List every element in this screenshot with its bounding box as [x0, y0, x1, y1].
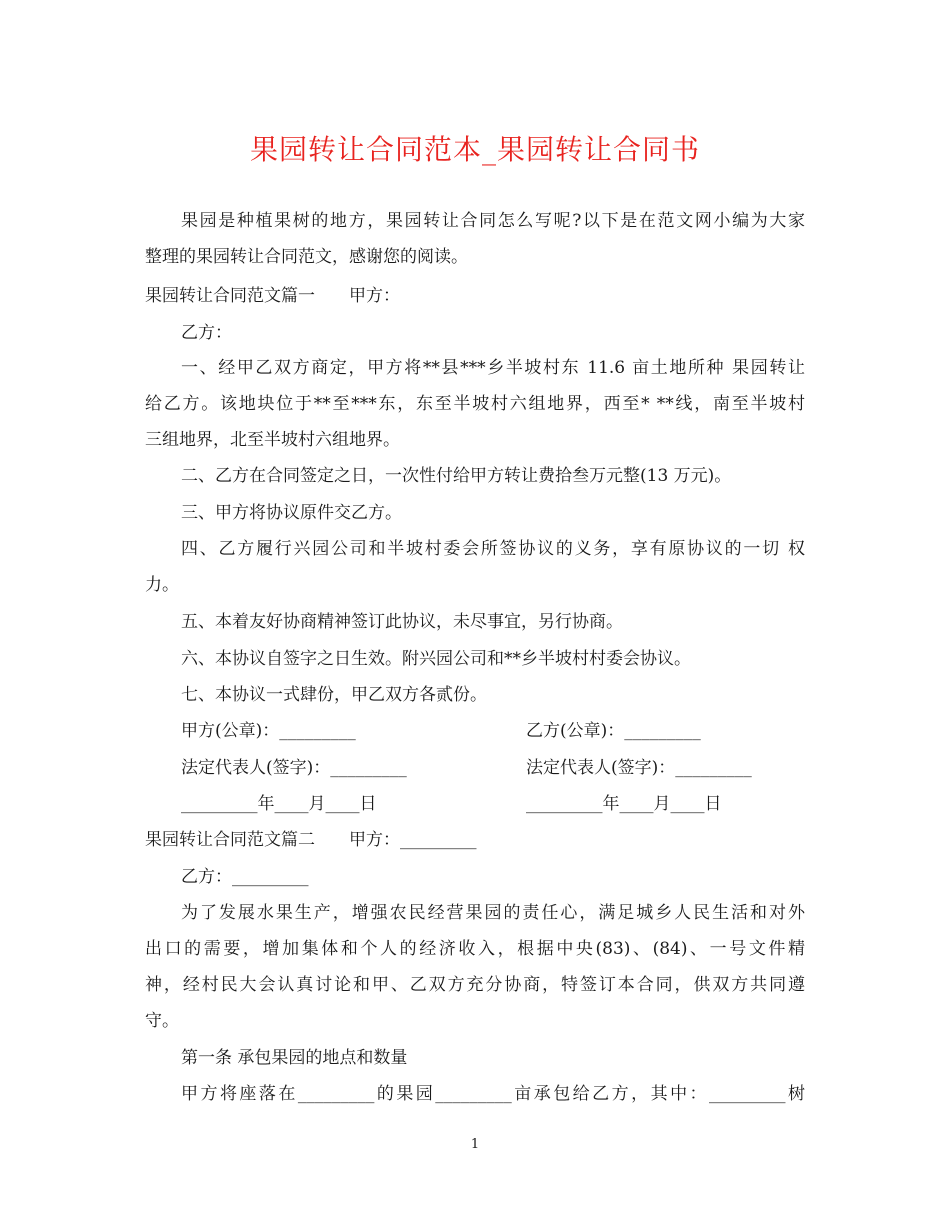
section-1-heading: 第一条 承包果园的地点和数量: [181, 1048, 408, 1068]
signature-party-b-rep: 法定代表人(签字)：_________: [526, 758, 752, 778]
clause-3: 三、甲方将协议原件交乙方。: [181, 503, 402, 523]
clause-2: 二、乙方在合同签定之日，一次性付给甲方转让费拾叁万元整(13 万元)。: [181, 466, 732, 486]
article2-heading: 果园转让合同范文篇二 甲方：_________: [145, 830, 477, 850]
article2-para-line-4: 守。: [145, 1011, 179, 1031]
article2-para-line-2: 出口的需要，增加集体和个人的经济收入，根据中央(83)、(84)、一号文件精: [145, 939, 805, 959]
page-number: 1: [470, 1137, 480, 1152]
clause-6: 六、本协议自签字之日生效。附兴园公司和**乡半坡村村委会协议。: [181, 649, 691, 669]
clause-4-line-1: 四、乙方履行兴园公司和半坡村委会所签协议的义务，享有原协议的一切 权: [181, 539, 805, 559]
clause-7: 七、本协议一式肆份，甲乙双方各贰份。: [181, 685, 487, 705]
clause-1-line-3: 三组地界，北至半坡村六组地界。: [145, 430, 400, 450]
clause-5: 五、本着友好协商精神签订此协议，未尽事宜，另行协商。: [181, 612, 623, 632]
article2-party-b: 乙方：_________: [181, 867, 309, 887]
intro-line-1: 果园是种植果树的地方，果园转让合同怎么写呢?以下是在范文网小编为大家: [181, 211, 805, 231]
intro-line-2: 整理的果园转让合同范文，感谢您的阅读。: [145, 247, 468, 267]
article2-para-line-3: 神，经村民大会认真讨论和甲、乙双方充分协商，特签订本合同，供双方共同遵: [145, 975, 805, 995]
clause-1-line-2: 给乙方。该地块位于**至***东，东至半坡村六组地界，西至* **线，南至半坡村: [145, 394, 805, 414]
article1-heading: 果园转让合同范文篇一 甲方：: [145, 286, 400, 306]
signature-party-a-date: _________年____月____日: [181, 794, 377, 814]
signature-party-b-date: _________年____月____日: [526, 794, 722, 814]
article1-party-b: 乙方：: [181, 323, 232, 343]
document-title: 果园转让合同范本_果园转让合同书: [249, 133, 700, 166]
section-1-line-1: 甲方将座落在_________的果园_________亩承包给乙方，其中：_________树: [181, 1084, 805, 1104]
signature-party-a-rep: 法定代表人(签字)：_________: [181, 758, 407, 778]
signature-party-a-seal: 甲方(公章)：_________: [181, 721, 356, 741]
signature-party-b-seal: 乙方(公章)：_________: [526, 721, 701, 741]
article2-para-line-1: 为了发展水果生产，增强农民经营果园的责任心，满足城乡人民生活和对外: [181, 903, 805, 923]
clause-4-line-2: 力。: [145, 575, 179, 595]
clause-1-line-1: 一、经甲乙双方商定，甲方将**县***乡半坡村东 11.6 亩土地所种 果园转让: [181, 358, 805, 378]
